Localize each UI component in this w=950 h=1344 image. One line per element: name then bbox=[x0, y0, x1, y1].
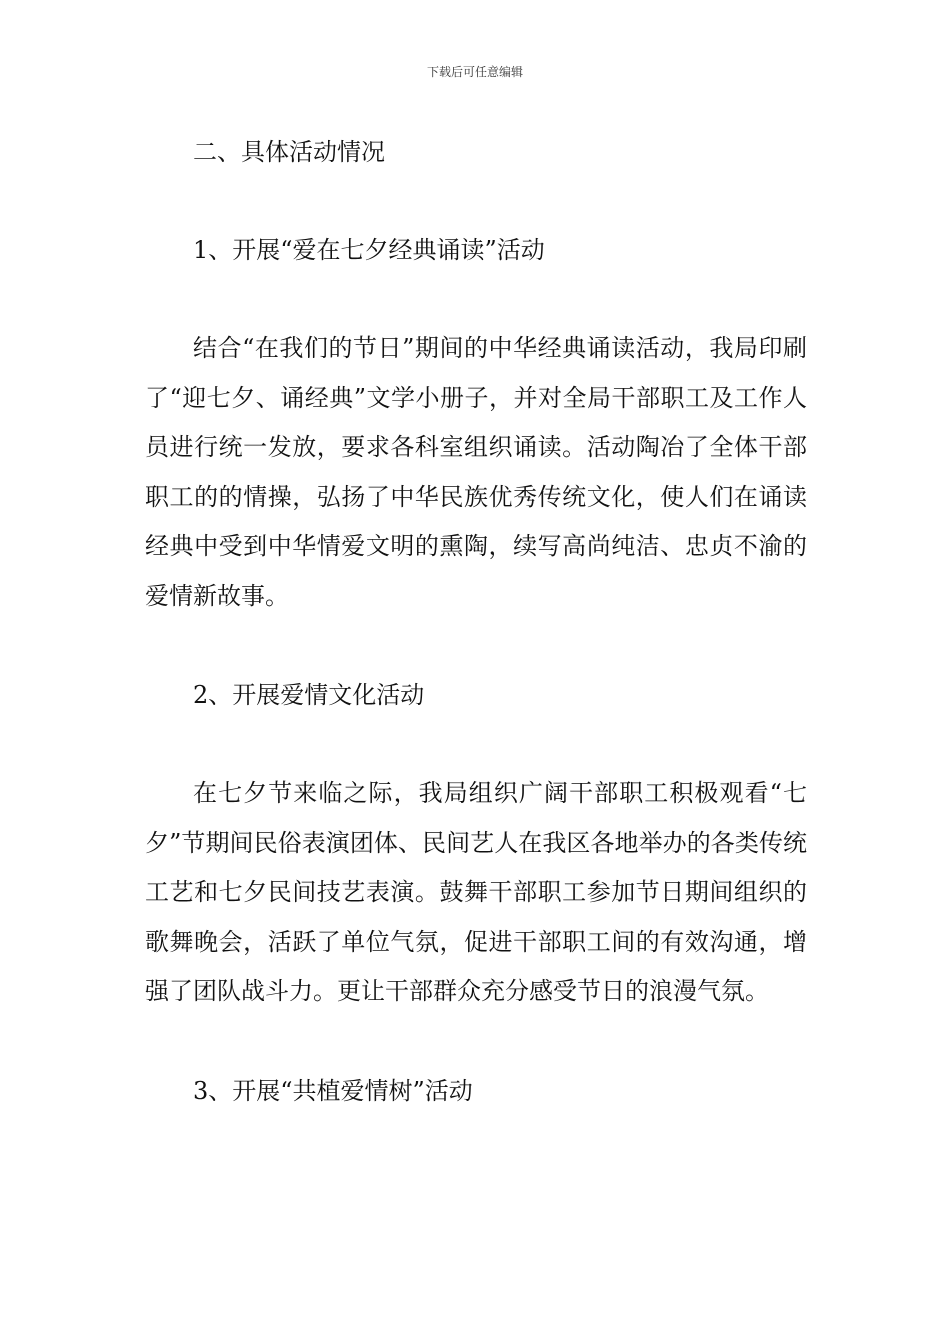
paragraph-classic-reading: 结合“在我们的节日”期间的中华经典诵读活动，我局印刷了“迎七夕、诵经典”文学小册子，并对全局干部职工及工作人员进行统一发放，要求各科室组织诵读。活动陶冶了全体干部职工的的情操，弘扬了中华民族优秀传统文化，使人们在诵读经典中受到中华情爱文明的熏陶，续写高尚纯洁、忠贞不渝的爱情新故事。 bbox=[145, 334, 807, 610]
header-note: 下载后可任意编辑 bbox=[426, 65, 523, 79]
subheading-love-tree: 3、开展“共植爱情树”活动 bbox=[193, 1076, 473, 1105]
spacer bbox=[145, 176, 807, 226]
subheading-classic-reading: 1、开展“爱在七夕经典诵读”活动 bbox=[193, 236, 545, 264]
spacer bbox=[145, 719, 807, 769]
spacer bbox=[145, 621, 807, 671]
spacer bbox=[145, 1017, 807, 1067]
spacer bbox=[145, 274, 807, 324]
paragraph-love-culture: 在七夕节来临之际，我局组织广阔干部职工积极观看“七夕”节期间民俗表演团体、民间艺人在我区各地举办的各类传统工艺和七夕民间技艺表演。鼓舞干部职工参加节日期间组织的歌舞晚会，活跃了单位气氛，促进干部职工间的有效沟通，增强了团队战斗力。更让干部群众充分感受节日的浪漫气氛。 bbox=[145, 779, 807, 1005]
document-body bbox=[145, 128, 807, 1115]
section-heading-activities: 二、具体活动情况 bbox=[193, 138, 385, 166]
subheading-love-culture: 2、开展爱情文化活动 bbox=[193, 681, 425, 709]
